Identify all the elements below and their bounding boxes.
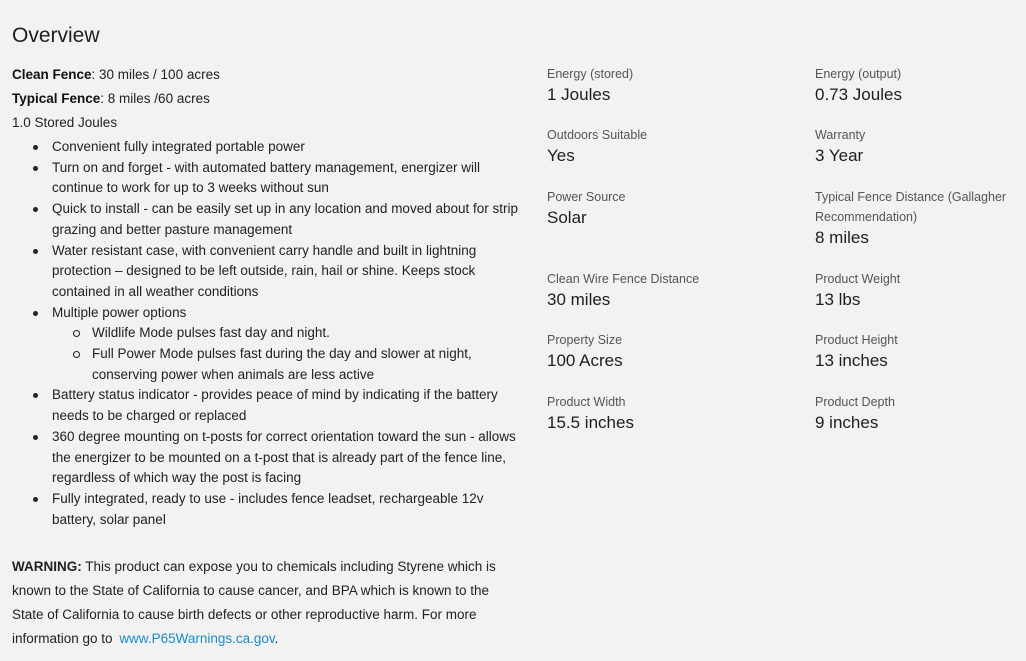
power-mode-item: Wildlife Mode pulses fast day and night.: [92, 323, 522, 344]
feature-item: Fully integrated, ready to use - includes fence leadset, rechargeable 12v battery, solar panel: [52, 489, 522, 530]
spec-value: 15.5 inches: [547, 413, 634, 432]
feature-item: Turn on and forget - with automated battery management, energizer will continue to work for up to 3 weeks without sun: [52, 158, 522, 199]
p65-warnings-link[interactable]: www.P65Warnings.ca.gov: [119, 631, 275, 646]
power-mode-item: Full Power Mode pulses fast during the day and slower at night, conserving power when animals are less active: [92, 344, 522, 385]
spec-outdoors-suitable: [547, 125, 797, 167]
spec-label: Warranty: [815, 128, 866, 142]
overview-description: [12, 65, 522, 530]
spec-product-weight: [815, 269, 1025, 311]
spec-property-size: [547, 330, 797, 372]
spec-label: Outdoors Suitable: [547, 128, 648, 142]
spec-value: Solar: [547, 208, 587, 227]
clean-fence-line: [12, 65, 522, 86]
warning-label: WARNING:: [12, 559, 82, 574]
spec-product-width: [547, 392, 797, 434]
spec-label: Energy (output): [815, 67, 902, 81]
spec-value: 0.73 Joules: [815, 85, 902, 104]
warning-text: This product can expose you to chemicals including Styrene which is known to the State of California to cause cancer, and BPA which is known to the State of California to cause birth defects or other reproductive harm. For more information go to: [12, 559, 496, 646]
feature-list: [12, 137, 522, 530]
overview-title: Overview: [12, 24, 100, 47]
spec-value: 8 miles: [815, 228, 869, 247]
feature-item-power-options: [52, 303, 522, 386]
feature-item: Water resistant case, with convenient carry handle and built in lightning protection – designed to be left outside, rain, hail or shine. Keeps stock contained in all weather conditions: [52, 241, 522, 303]
spec-warranty: [815, 125, 1025, 167]
spec-energy-output: [815, 64, 1025, 106]
spec-product-height: [815, 330, 1025, 372]
spec-label: Energy (stored): [547, 67, 634, 81]
feature-item: 360 degree mounting on t-posts for correct orientation toward the sun - allows the energizer to be mounted on a t-post that is already part of the fence line, regardless of which way the post is facing: [52, 427, 522, 489]
spec-value: 30 miles: [547, 290, 611, 309]
stored-joules-line: 1.0 Stored Joules: [12, 115, 118, 130]
prop65-warning: [12, 555, 520, 651]
typical-fence-line: [12, 89, 522, 110]
spec-clean-wire-fence-distance: [547, 269, 797, 311]
spec-value: 1 Joules: [547, 85, 611, 104]
spec-value: 3 Year: [815, 146, 864, 165]
feature-item: Convenient fully integrated portable power: [52, 137, 522, 158]
typical-fence-value: : 8 miles /60 acres: [100, 91, 210, 106]
spec-label: Clean Wire Fence Distance: [547, 272, 700, 286]
spec-value: 9 inches: [815, 413, 879, 432]
typical-fence-label: Typical Fence: [12, 91, 101, 106]
spec-label: Typical Fence Distance (Gallagher Recommendation): [815, 190, 1007, 224]
spec-product-depth: [815, 392, 1025, 434]
spec-label: Property Size: [547, 333, 623, 347]
warning-end: .: [274, 631, 279, 646]
spec-energy-stored: [547, 64, 797, 106]
feature-item: Quick to install - can be easily set up in any location and moved about for strip grazing and better pasture management: [52, 199, 522, 240]
spec-power-source: [547, 187, 797, 229]
clean-fence-label: Clean Fence: [12, 67, 92, 82]
spec-label: Product Weight: [815, 272, 901, 286]
feature-item: Battery status indicator - provides peace of mind by indicating if the battery needs to be charged or replaced: [52, 385, 522, 426]
spec-value: 13 lbs: [815, 290, 861, 309]
spec-label: Product Height: [815, 333, 898, 347]
spec-typical-fence-distance: [815, 187, 1025, 249]
clean-fence-value: : 30 miles / 100 acres: [91, 67, 220, 82]
spec-label: Product Depth: [815, 395, 895, 409]
power-mode-list: [52, 323, 522, 385]
feature-item-label: Multiple power options: [52, 304, 187, 320]
spec-value: 13 inches: [815, 351, 888, 370]
spec-label: Power Source: [547, 190, 626, 204]
spec-value: Yes: [547, 146, 575, 165]
spec-value: 100 Acres: [547, 351, 623, 370]
spec-label: Product Width: [547, 395, 626, 409]
